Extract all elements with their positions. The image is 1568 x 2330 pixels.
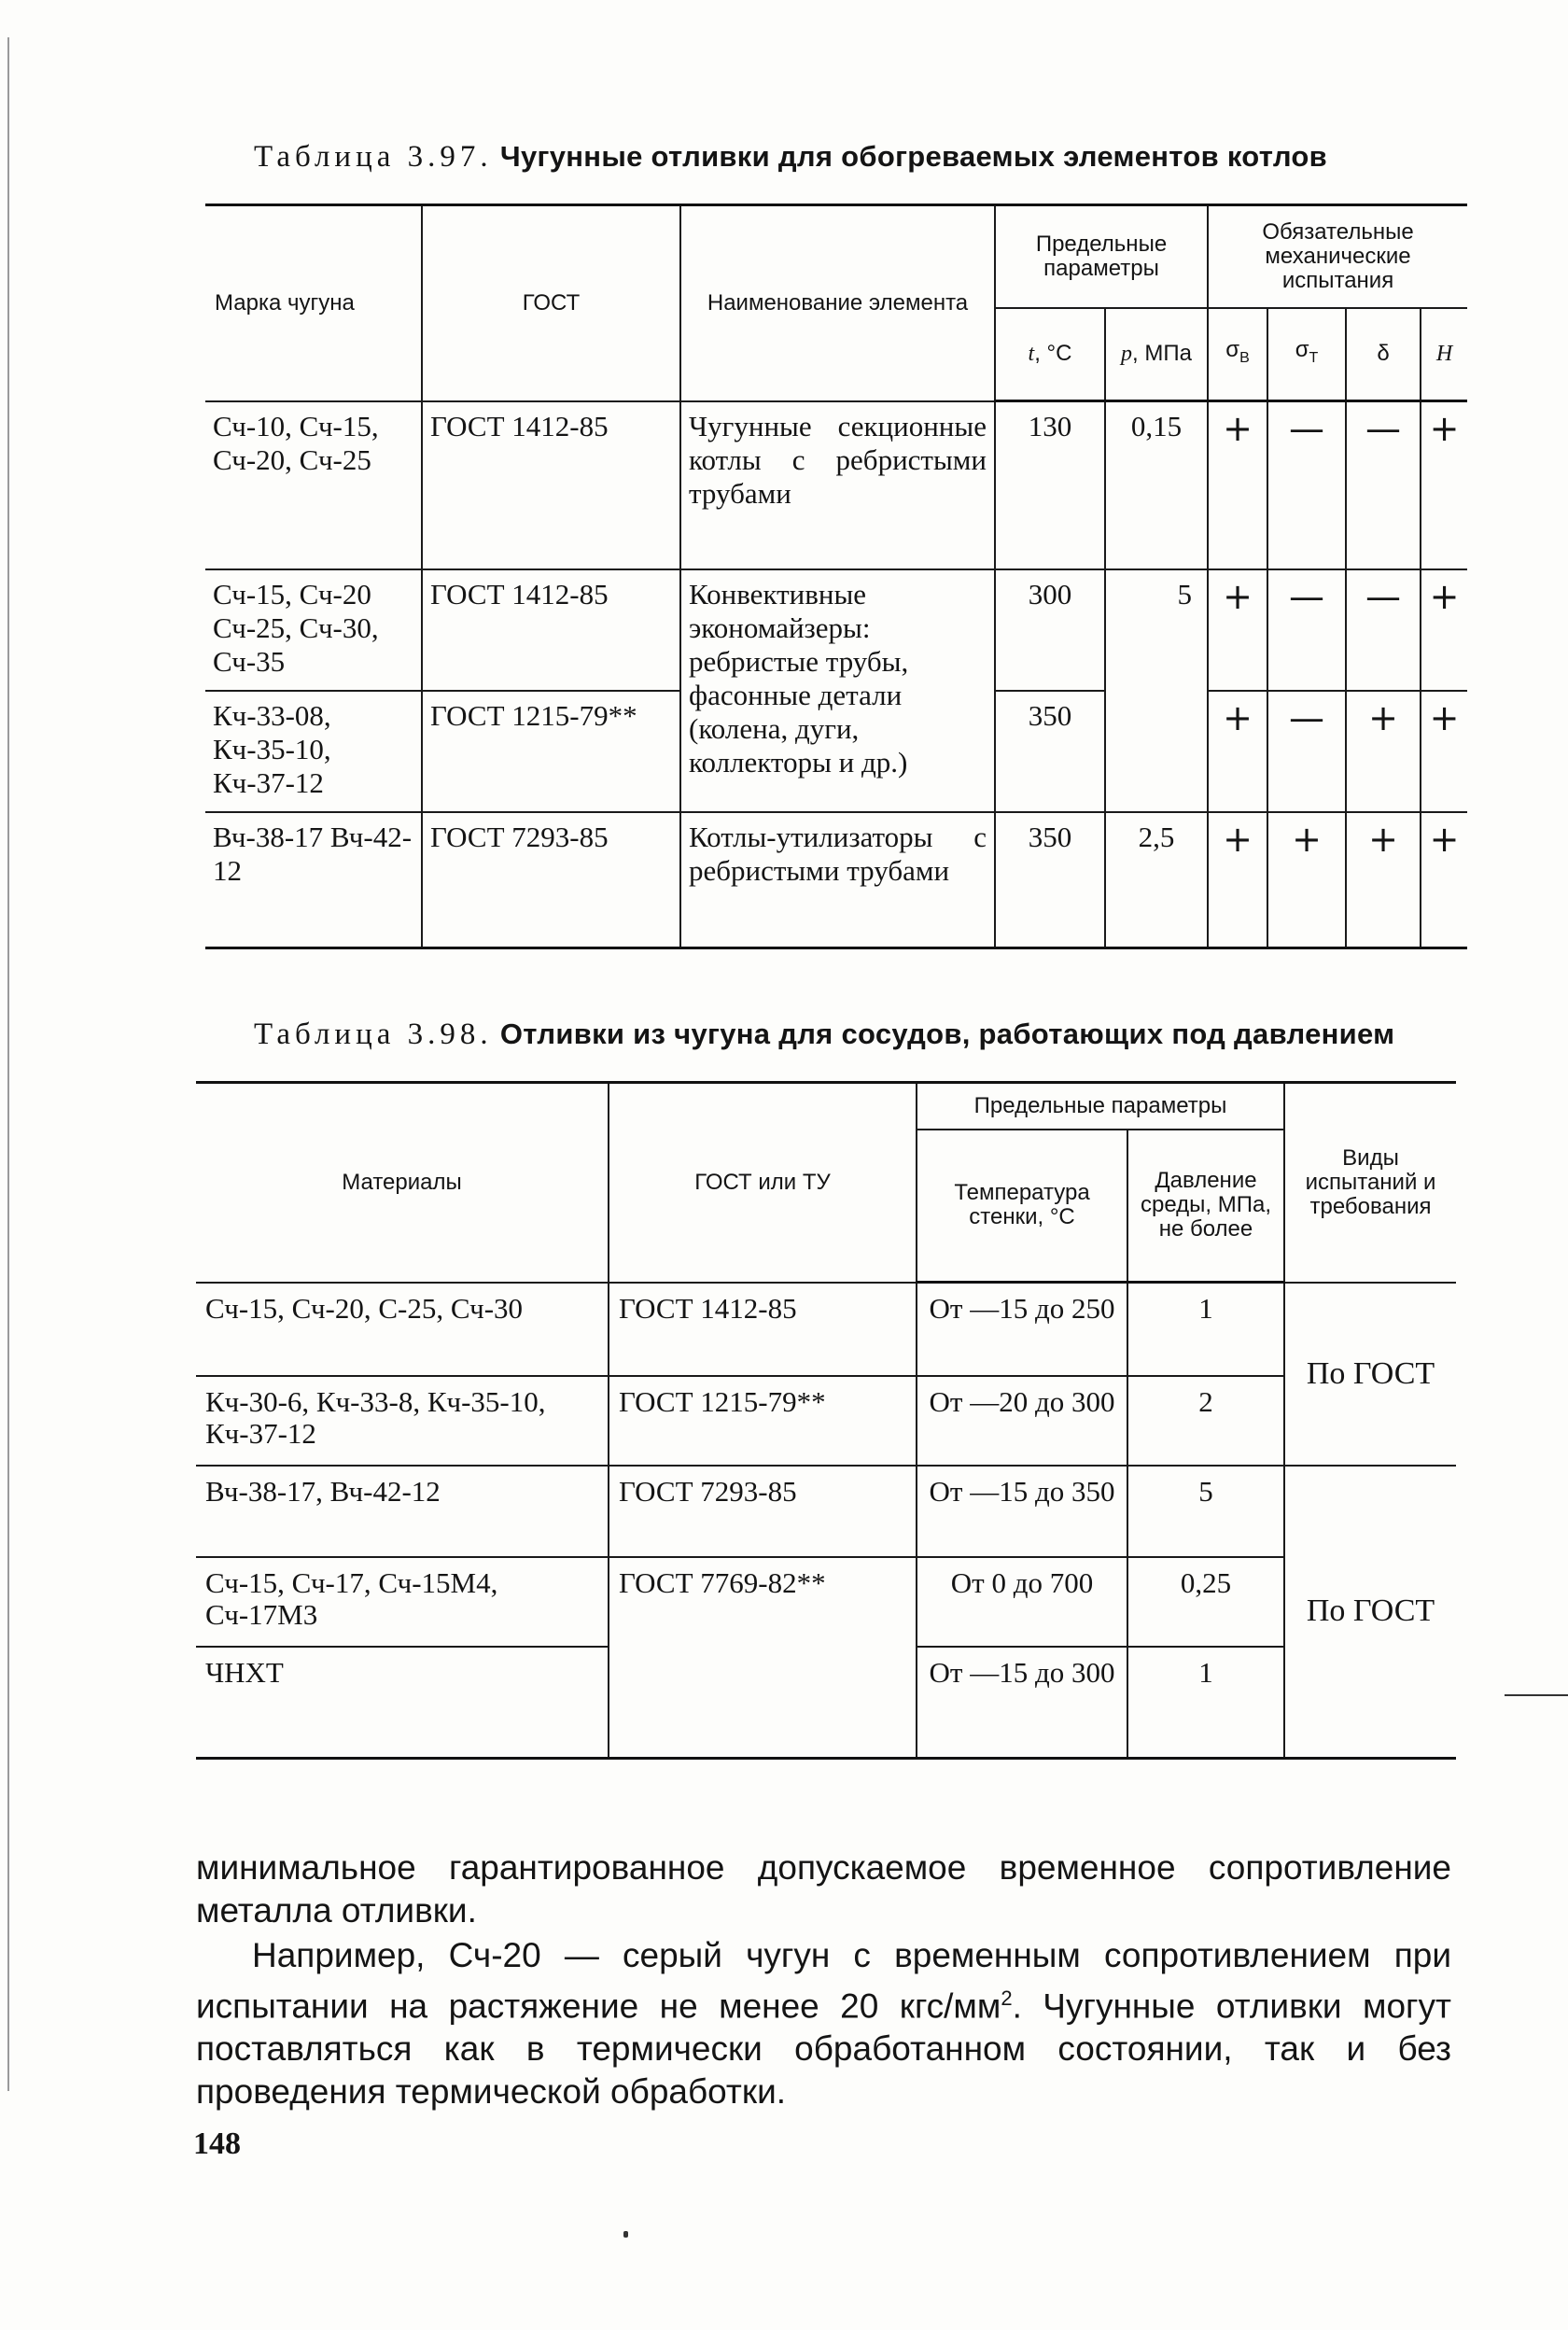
cell-delta: + [1346, 812, 1421, 948]
table-row [205, 401, 1467, 569]
table-row [196, 1557, 1456, 1647]
paragraph-2-superscript: 2 [1001, 1986, 1013, 2010]
header-p: p, МПа [1105, 308, 1208, 401]
header-limits: Предельные параметры [995, 205, 1208, 308]
cell-temp: От —20 до 300 [917, 1376, 1127, 1466]
cell-h: + [1421, 569, 1467, 691]
cell-name: Конвективные экономайзеры: ребристые трубы, фасонные детали (колена, дуги, коллекторы и др.) [680, 569, 995, 812]
cell-name: Чугунные секционные котлы с ребристыми трубами [680, 401, 995, 569]
cell-delta: + [1346, 691, 1421, 812]
cell-t: 130 [995, 401, 1105, 569]
cell-sigma-t: — [1267, 691, 1346, 812]
table-97-label: Таблица 3.97. [254, 140, 493, 174]
cell-gost: ГОСТ 7769-82** [609, 1557, 917, 1759]
header-name: Наименование элемента [680, 205, 995, 401]
cell-sigma-b: + [1208, 569, 1267, 691]
cell-temp: От —15 до 300 [917, 1647, 1127, 1759]
cell-gost: ГОСТ 1215-79** [609, 1376, 917, 1466]
table-98-title: Отливки из чугуна для сосудов, работающих под давлением [499, 1018, 1395, 1050]
cell-t: 350 [995, 812, 1105, 948]
table-98-caption [254, 1018, 1449, 1052]
cell-tests-group-2: По ГОСТ [1284, 1466, 1456, 1759]
cell-material: Кч-30-6, Кч-33-8, Кч-35-10, Кч-37-12 [196, 1376, 609, 1466]
cell-sigma-t: — [1267, 401, 1346, 569]
cell-delta: — [1346, 569, 1421, 691]
cell-t: 350 [995, 691, 1105, 812]
body-paragraph-1: минимальное гарантированное допускаемое временное сопротивление металла отливки. [196, 1848, 1451, 1930]
cell-pressure: 0,25 [1127, 1557, 1284, 1647]
cell-pressure: 1 [1127, 1283, 1284, 1376]
scan-speck [623, 2231, 628, 2238]
cell-mark: Кч-33-08, Кч-35-10, Кч-37-12 [205, 691, 422, 812]
cell-sigma-t: — [1267, 569, 1346, 691]
cell-tests-group-1: По ГОСТ [1284, 1283, 1456, 1466]
cell-pressure: 2 [1127, 1376, 1284, 1466]
cell-gost: ГОСТ 7293-85 [609, 1466, 917, 1557]
paragraph-2-text-b: . Чугунные отливки могут поставляться как в термически обработанном состоянии, так и без проведения термической обработки. [196, 1986, 1451, 2112]
table-row [196, 1283, 1456, 1376]
header-tests: Виды испытаний и требования [1284, 1083, 1456, 1283]
table-row [205, 569, 1467, 691]
body-paragraph-2 [196, 1934, 1451, 2113]
cell-mark: Сч-15, Сч-20 Сч-25, Сч-30, Сч-35 [205, 569, 422, 691]
scan-edge-line [7, 37, 9, 2091]
cell-gost: ГОСТ 1412-85 [422, 401, 680, 569]
cell-delta: — [1346, 401, 1421, 569]
cell-temp: От —15 до 250 [917, 1283, 1127, 1376]
cell-mark: Сч-10, Сч-15, Сч-20, Сч-25 [205, 401, 422, 569]
cell-p: 5 [1105, 569, 1208, 812]
cell-temp: От 0 до 700 [917, 1557, 1127, 1647]
cell-material: Сч-15, Сч-17, Сч-15М4, Сч-17М3 [196, 1557, 609, 1647]
cell-h: + [1421, 691, 1467, 812]
cell-pressure: 5 [1127, 1466, 1284, 1557]
cell-gost: ГОСТ 1215-79** [422, 691, 680, 812]
header-mark: Марка чугуна [205, 205, 422, 401]
cell-h: + [1421, 812, 1467, 948]
header-delta: δ [1346, 308, 1421, 401]
header-sigma-t: $\sigma_Т$ [1267, 308, 1346, 401]
cell-mark: Вч-38-17 Вч-42-12 [205, 812, 422, 948]
table-98-label: Таблица 3.98. [254, 1018, 493, 1051]
table-97 [205, 204, 1467, 949]
header-tests: Обязательные механические испытания [1208, 205, 1467, 308]
cell-material: Вч-38-17, Вч-42-12 [196, 1466, 609, 1557]
cell-sigma-t: + [1267, 812, 1346, 948]
header-temp: Температура стенки, °С [917, 1130, 1127, 1283]
cell-temp: От —15 до 350 [917, 1466, 1127, 1557]
table-row [196, 1376, 1456, 1466]
cell-gost: ГОСТ 7293-85 [422, 812, 680, 948]
header-h: H [1421, 308, 1467, 401]
table-97-caption [254, 140, 1449, 175]
header-gost: ГОСТ [422, 205, 680, 401]
table-97-title: Чугунные отливки для обогреваемых элементов котлов [499, 140, 1327, 173]
page-number: 148 [193, 2126, 241, 2161]
cell-sigma-b: + [1208, 812, 1267, 948]
header-t: t, °С [995, 308, 1105, 401]
header-gost-tu: ГОСТ или ТУ [609, 1083, 917, 1283]
margin-mark [1505, 1694, 1568, 1696]
table-row [196, 1466, 1456, 1557]
header-limits: Предельные параметры [917, 1083, 1284, 1130]
table-98 [196, 1081, 1456, 1760]
cell-t: 300 [995, 569, 1105, 691]
cell-h: + [1421, 401, 1467, 569]
cell-p: 2,5 [1105, 812, 1208, 948]
cell-pressure: 1 [1127, 1647, 1284, 1759]
header-pressure: Давление среды, МПа, не более [1127, 1130, 1284, 1283]
cell-sigma-b: + [1208, 691, 1267, 812]
cell-gost: ГОСТ 1412-85 [609, 1283, 917, 1376]
cell-name: Котлы-утилизаторы с ребристыми трубами [680, 812, 995, 948]
cell-material: Сч-15, Сч-20, С-25, Сч-30 [196, 1283, 609, 1376]
cell-p: 0,15 [1105, 401, 1208, 569]
cell-material: ЧНХТ [196, 1647, 609, 1759]
cell-sigma-b: + [1208, 401, 1267, 569]
cell-gost: ГОСТ 1412-85 [422, 569, 680, 691]
header-materials: Материалы [196, 1083, 609, 1283]
paragraph-2-text-a: Например, Сч-20 — серый чугун с временным сопротивлением при испытании на растяжение не менее 20 кгс/мм [196, 1936, 1451, 2026]
table-row [205, 812, 1467, 948]
header-sigma-b: $\sigma_В$ [1208, 308, 1267, 401]
